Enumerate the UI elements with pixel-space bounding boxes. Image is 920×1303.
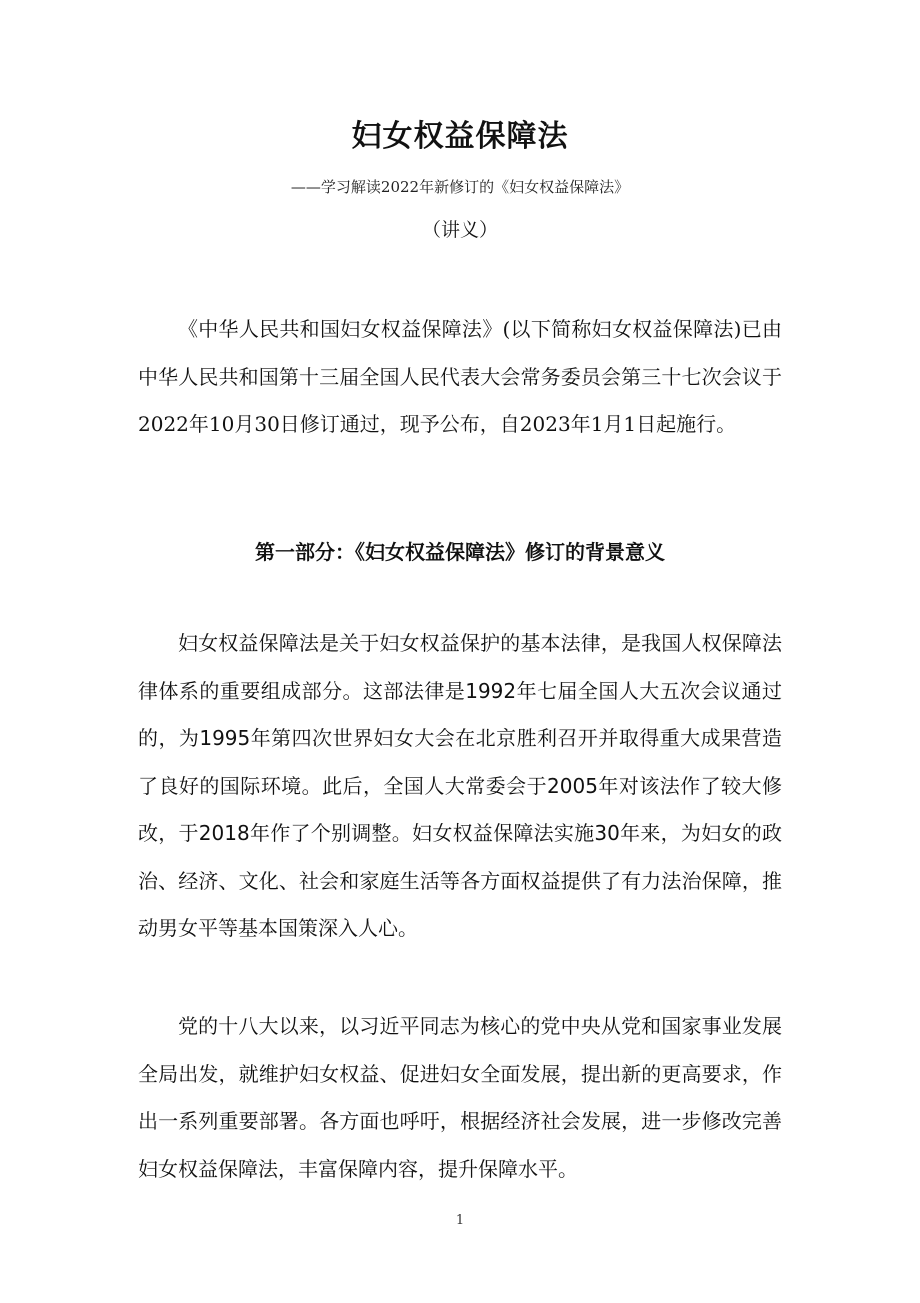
- body-paragraph-1: 妇女权益保障法是关于妇女权益保护的基本法律，是我国人权保障法律体系的重要组成部分。这部法律是1992年七届全国人大五次会议通过的，为1995年第四次世界妇女大会在北京胜利召开并取得重大成果营造了良好的国际环境。此后，全国人大常委会于2005年对该法作了较大修改，于2018年作了个别调整。妇女权益保障法实施30年来，为妇女的政治、经济、文化、社会和家庭生活等各方面权益提供了有力法治保障，推动男女平等基本国策深入人心。: [138, 631, 782, 940]
- document-subtitle: ——学习解读2022年新修订的《妇女权益保障法》: [290, 178, 630, 196]
- body-paragraph-2: 党的十八大以来，以习近平同志为核心的党中央从党和国家事业发展全局出发，就维护妇女权益、促进妇女全面发展，提出新的更高要求，作出一系列重要部署。各方面也呼吁，根据经济社会发展，进一步修改完善妇女权益保障法，丰富保障内容，提升保障水平。: [138, 1014, 782, 1181]
- section-heading: 第一部分：《妇女权益保障法》修订的背景意义: [255, 540, 665, 564]
- document-title: 妇女权益保障法: [351, 119, 569, 154]
- intro-paragraph: 《中华人民共和国妇女权益保障法》(以下简称妇女权益保障法)已由中华人民共和国第十三届全国人民代表大会常务委员会第三十七次会议于2022年10月30日修订通过，现予公布，自2023年1月1日起施行。: [138, 317, 782, 436]
- document-note: （讲义）: [421, 219, 498, 241]
- page-number: 1: [455, 1213, 465, 1228]
